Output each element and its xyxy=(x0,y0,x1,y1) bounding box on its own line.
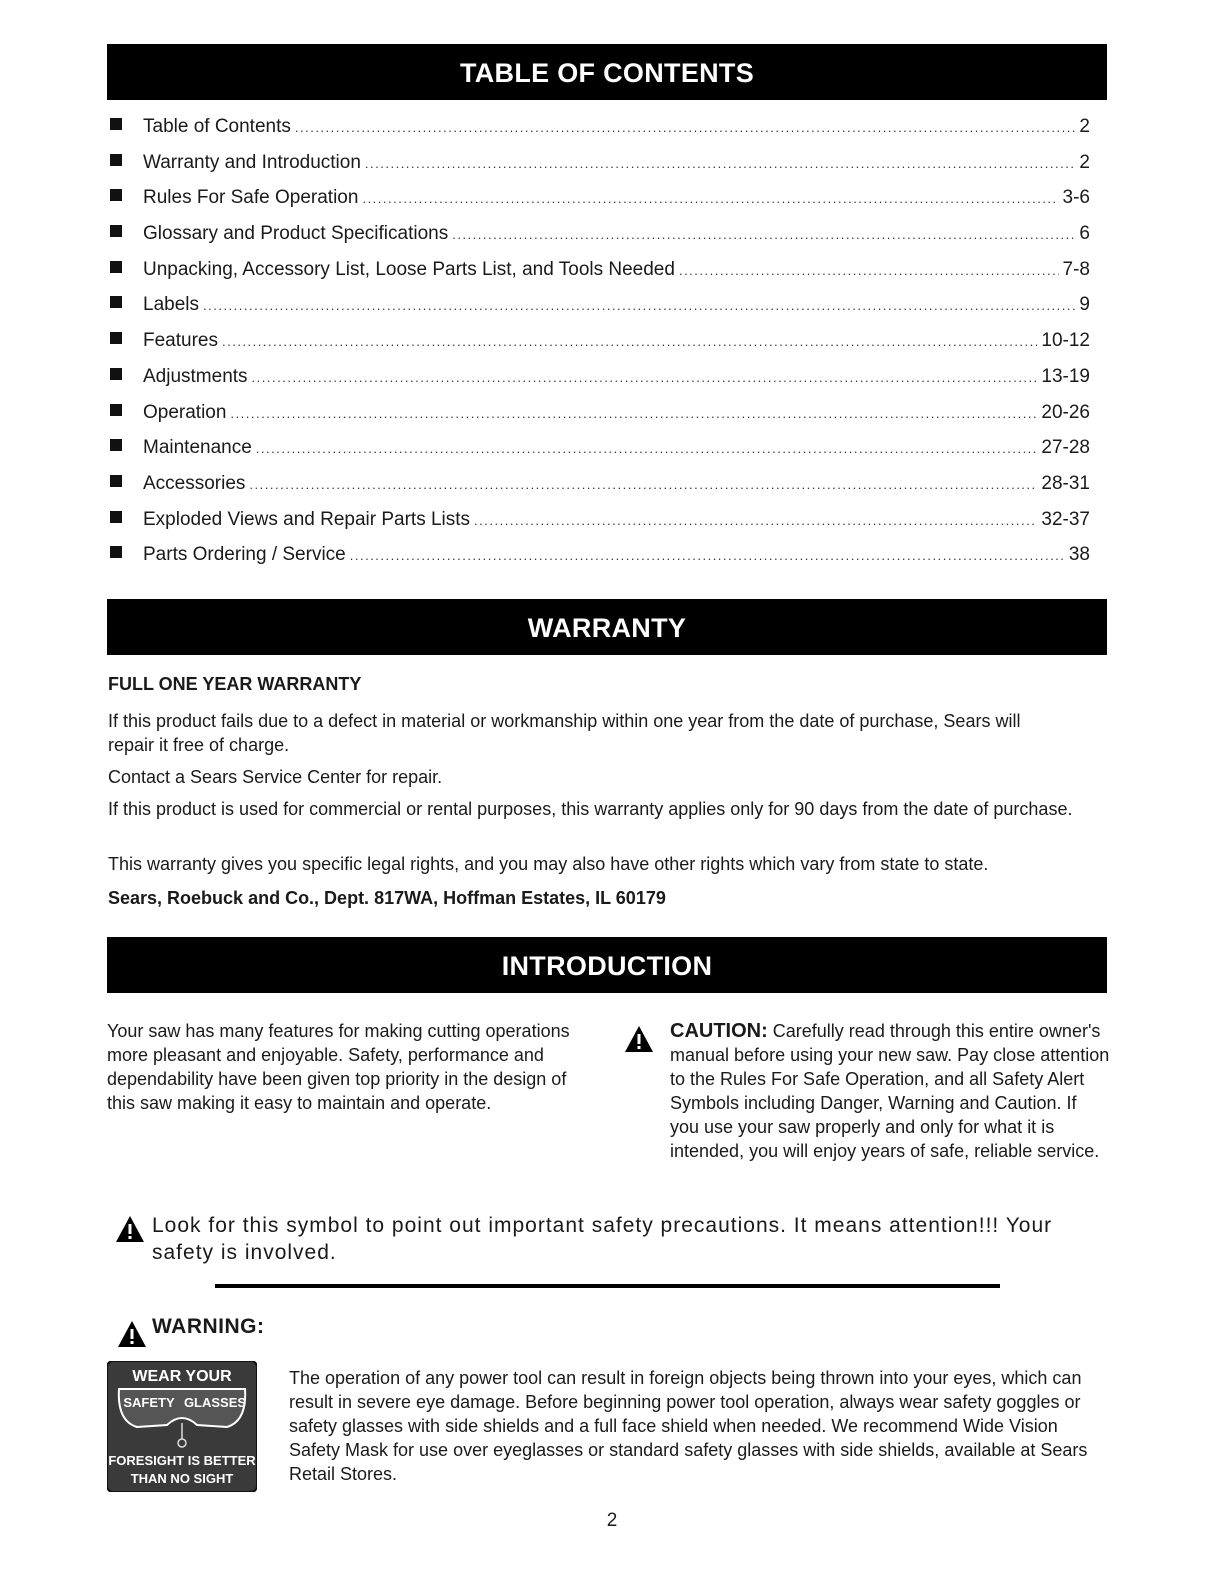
toc-label: Accessories xyxy=(143,472,246,494)
toc-label: Exploded Views and Repair Parts Lists xyxy=(143,508,471,530)
toc-label: Maintenance xyxy=(143,437,252,459)
badge-line-1: WEAR YOUR xyxy=(132,1368,232,1385)
leader-dots xyxy=(452,227,1075,242)
toc-page: 27-28 xyxy=(1041,437,1090,459)
toc-label: Rules For Safe Operation xyxy=(143,187,359,209)
caution-block xyxy=(670,1019,1110,1163)
introduction-banner: INTRODUCTION xyxy=(107,937,1107,993)
toc-label: Features xyxy=(143,330,218,352)
leader-dots xyxy=(365,156,1076,171)
badge-line-4: THAN NO SIGHT xyxy=(130,1471,234,1486)
warranty-address: Sears, Roebuck and Co., Dept. 817WA, Hoffman Estates, IL 60179 xyxy=(108,888,666,908)
toc-entry[interactable] xyxy=(110,294,1090,330)
caution-alert-icon xyxy=(624,1025,654,1053)
warranty-paragraph-1: If this product fails due to a defect in material or workmanship within one year from the date of purchase, Sears will repair it free of charge. xyxy=(108,711,1021,755)
toc-entry[interactable] xyxy=(110,330,1090,366)
toc-label: Parts Ordering / Service xyxy=(143,544,346,566)
caution-label: CAUTION: xyxy=(670,1020,768,1042)
toc-page: 2 xyxy=(1079,151,1090,173)
leader-dots xyxy=(256,441,1038,456)
leader-dots xyxy=(679,263,1059,278)
toc-entry[interactable] xyxy=(110,509,1090,545)
bullet-icon xyxy=(110,332,122,344)
toc-page: 28-31 xyxy=(1041,472,1090,494)
toc-label: Adjustments xyxy=(143,365,248,387)
toc-page: 38 xyxy=(1068,544,1090,566)
toc-page: 20-26 xyxy=(1041,401,1090,423)
leader-dots xyxy=(203,298,1075,313)
safety-symbol-note: Look for this symbol to point out important safety precautions. It means attention!!! Your safety is involved. xyxy=(152,1214,1053,1264)
toc-label: Warranty and Introduction xyxy=(143,151,361,173)
divider-rule xyxy=(215,1284,1000,1288)
bullet-icon xyxy=(110,296,122,308)
toc-label: Labels xyxy=(143,294,199,316)
bullet-icon xyxy=(110,439,122,451)
toc-label: Glossary and Product Specifications xyxy=(143,223,449,245)
toc-entry[interactable] xyxy=(110,366,1090,402)
warning-text: The operation of any power tool can result in foreign objects being thrown into your eyes, which can result in severe eye damage. Before beginning power tool operation, always wear safety goggles or safety glasses with side shields and a full face shield when needed. We recommend Wide Vision Safety Mask for use over eyeglasses or standard safety glasses with side shields, available at Sears Retail Stores. xyxy=(289,1368,1088,1484)
toc-entry[interactable] xyxy=(110,544,1090,580)
warning-label: WARNING: xyxy=(152,1315,265,1338)
toc-page: 9 xyxy=(1079,294,1090,316)
leader-dots xyxy=(222,334,1037,349)
bullet-icon xyxy=(110,189,122,201)
toc-banner: TABLE OF CONTENTS xyxy=(107,44,1107,100)
warranty-heading: FULL ONE YEAR WARRANTY xyxy=(108,674,362,694)
safety-alert-icon xyxy=(115,1215,145,1243)
toc-page: 6 xyxy=(1079,223,1090,245)
bullet-icon xyxy=(110,225,122,237)
leader-dots xyxy=(350,548,1065,563)
toc-page: 10-12 xyxy=(1041,330,1090,352)
bullet-icon xyxy=(110,154,122,166)
badge-safety: SAFETY xyxy=(123,1395,175,1410)
toc-label: Operation xyxy=(143,401,227,423)
intro-text: Your saw has many features for making cutting operations more pleasant and enjoyable. Safety, performance and dependability have been given top priority in the design of this saw making it easy to maintain and operate. xyxy=(107,1021,570,1113)
toc-entry[interactable] xyxy=(110,437,1090,473)
warning-alert-icon xyxy=(117,1320,147,1348)
leader-dots xyxy=(249,477,1037,492)
leader-dots xyxy=(230,406,1037,421)
bullet-icon xyxy=(110,475,122,487)
toc-entry[interactable] xyxy=(110,223,1090,259)
bullet-icon xyxy=(110,368,122,380)
leader-dots xyxy=(295,120,1076,135)
toc-entry[interactable] xyxy=(110,473,1090,509)
toc-entry[interactable] xyxy=(110,402,1090,438)
bullet-icon xyxy=(110,261,122,273)
warranty-paragraph-2: Contact a Sears Service Center for repair. xyxy=(108,767,443,787)
leader-dots xyxy=(252,370,1038,385)
toc-label: Table of Contents xyxy=(143,116,291,137)
bullet-icon xyxy=(110,404,122,416)
toc-page: 3-6 xyxy=(1062,187,1090,209)
toc-page: 7-8 xyxy=(1062,258,1090,280)
warranty-paragraph-4: This warranty gives you specific legal rights, and you may also have other rights which vary from state to state. xyxy=(108,854,989,874)
warranty-banner: WARRANTY xyxy=(107,599,1107,655)
toc-page: 13-19 xyxy=(1041,365,1090,387)
toc-label: Unpacking, Accessory List, Loose Parts List, and Tools Needed xyxy=(143,258,675,280)
leader-dots xyxy=(362,191,1058,206)
safety-glasses-badge-icon xyxy=(107,1361,257,1492)
leader-dots xyxy=(474,513,1037,528)
toc-entry[interactable] xyxy=(110,116,1090,152)
toc-page: 32-37 xyxy=(1041,508,1090,530)
toc-list xyxy=(110,116,1090,580)
badge-glasses: GLASSES xyxy=(183,1395,247,1410)
badge-line-3: FORESIGHT IS BETTER xyxy=(108,1453,256,1468)
bullet-icon xyxy=(110,546,122,558)
caution-text: Carefully read through this entire owner's manual before using your new saw. Pay close attention to the Rules For Safe Operation, and all Safety Alert Symbols including Danger, Warning and Caution. If you use your saw properly and only for what it is intended, you will enjoy years of safe, reliable service. xyxy=(670,1021,1110,1161)
bullet-icon xyxy=(110,118,122,130)
toc-entry[interactable] xyxy=(110,187,1090,223)
toc-page: 2 xyxy=(1079,116,1090,137)
warranty-paragraph-3: If this product is used for commercial or rental purposes, this warranty applies only for 90 days from the date of purchase. xyxy=(108,799,1073,819)
page-number: 2 xyxy=(606,1510,618,1531)
toc-entry[interactable] xyxy=(110,259,1090,295)
toc-entry[interactable] xyxy=(110,152,1090,188)
bullet-icon xyxy=(110,511,122,523)
